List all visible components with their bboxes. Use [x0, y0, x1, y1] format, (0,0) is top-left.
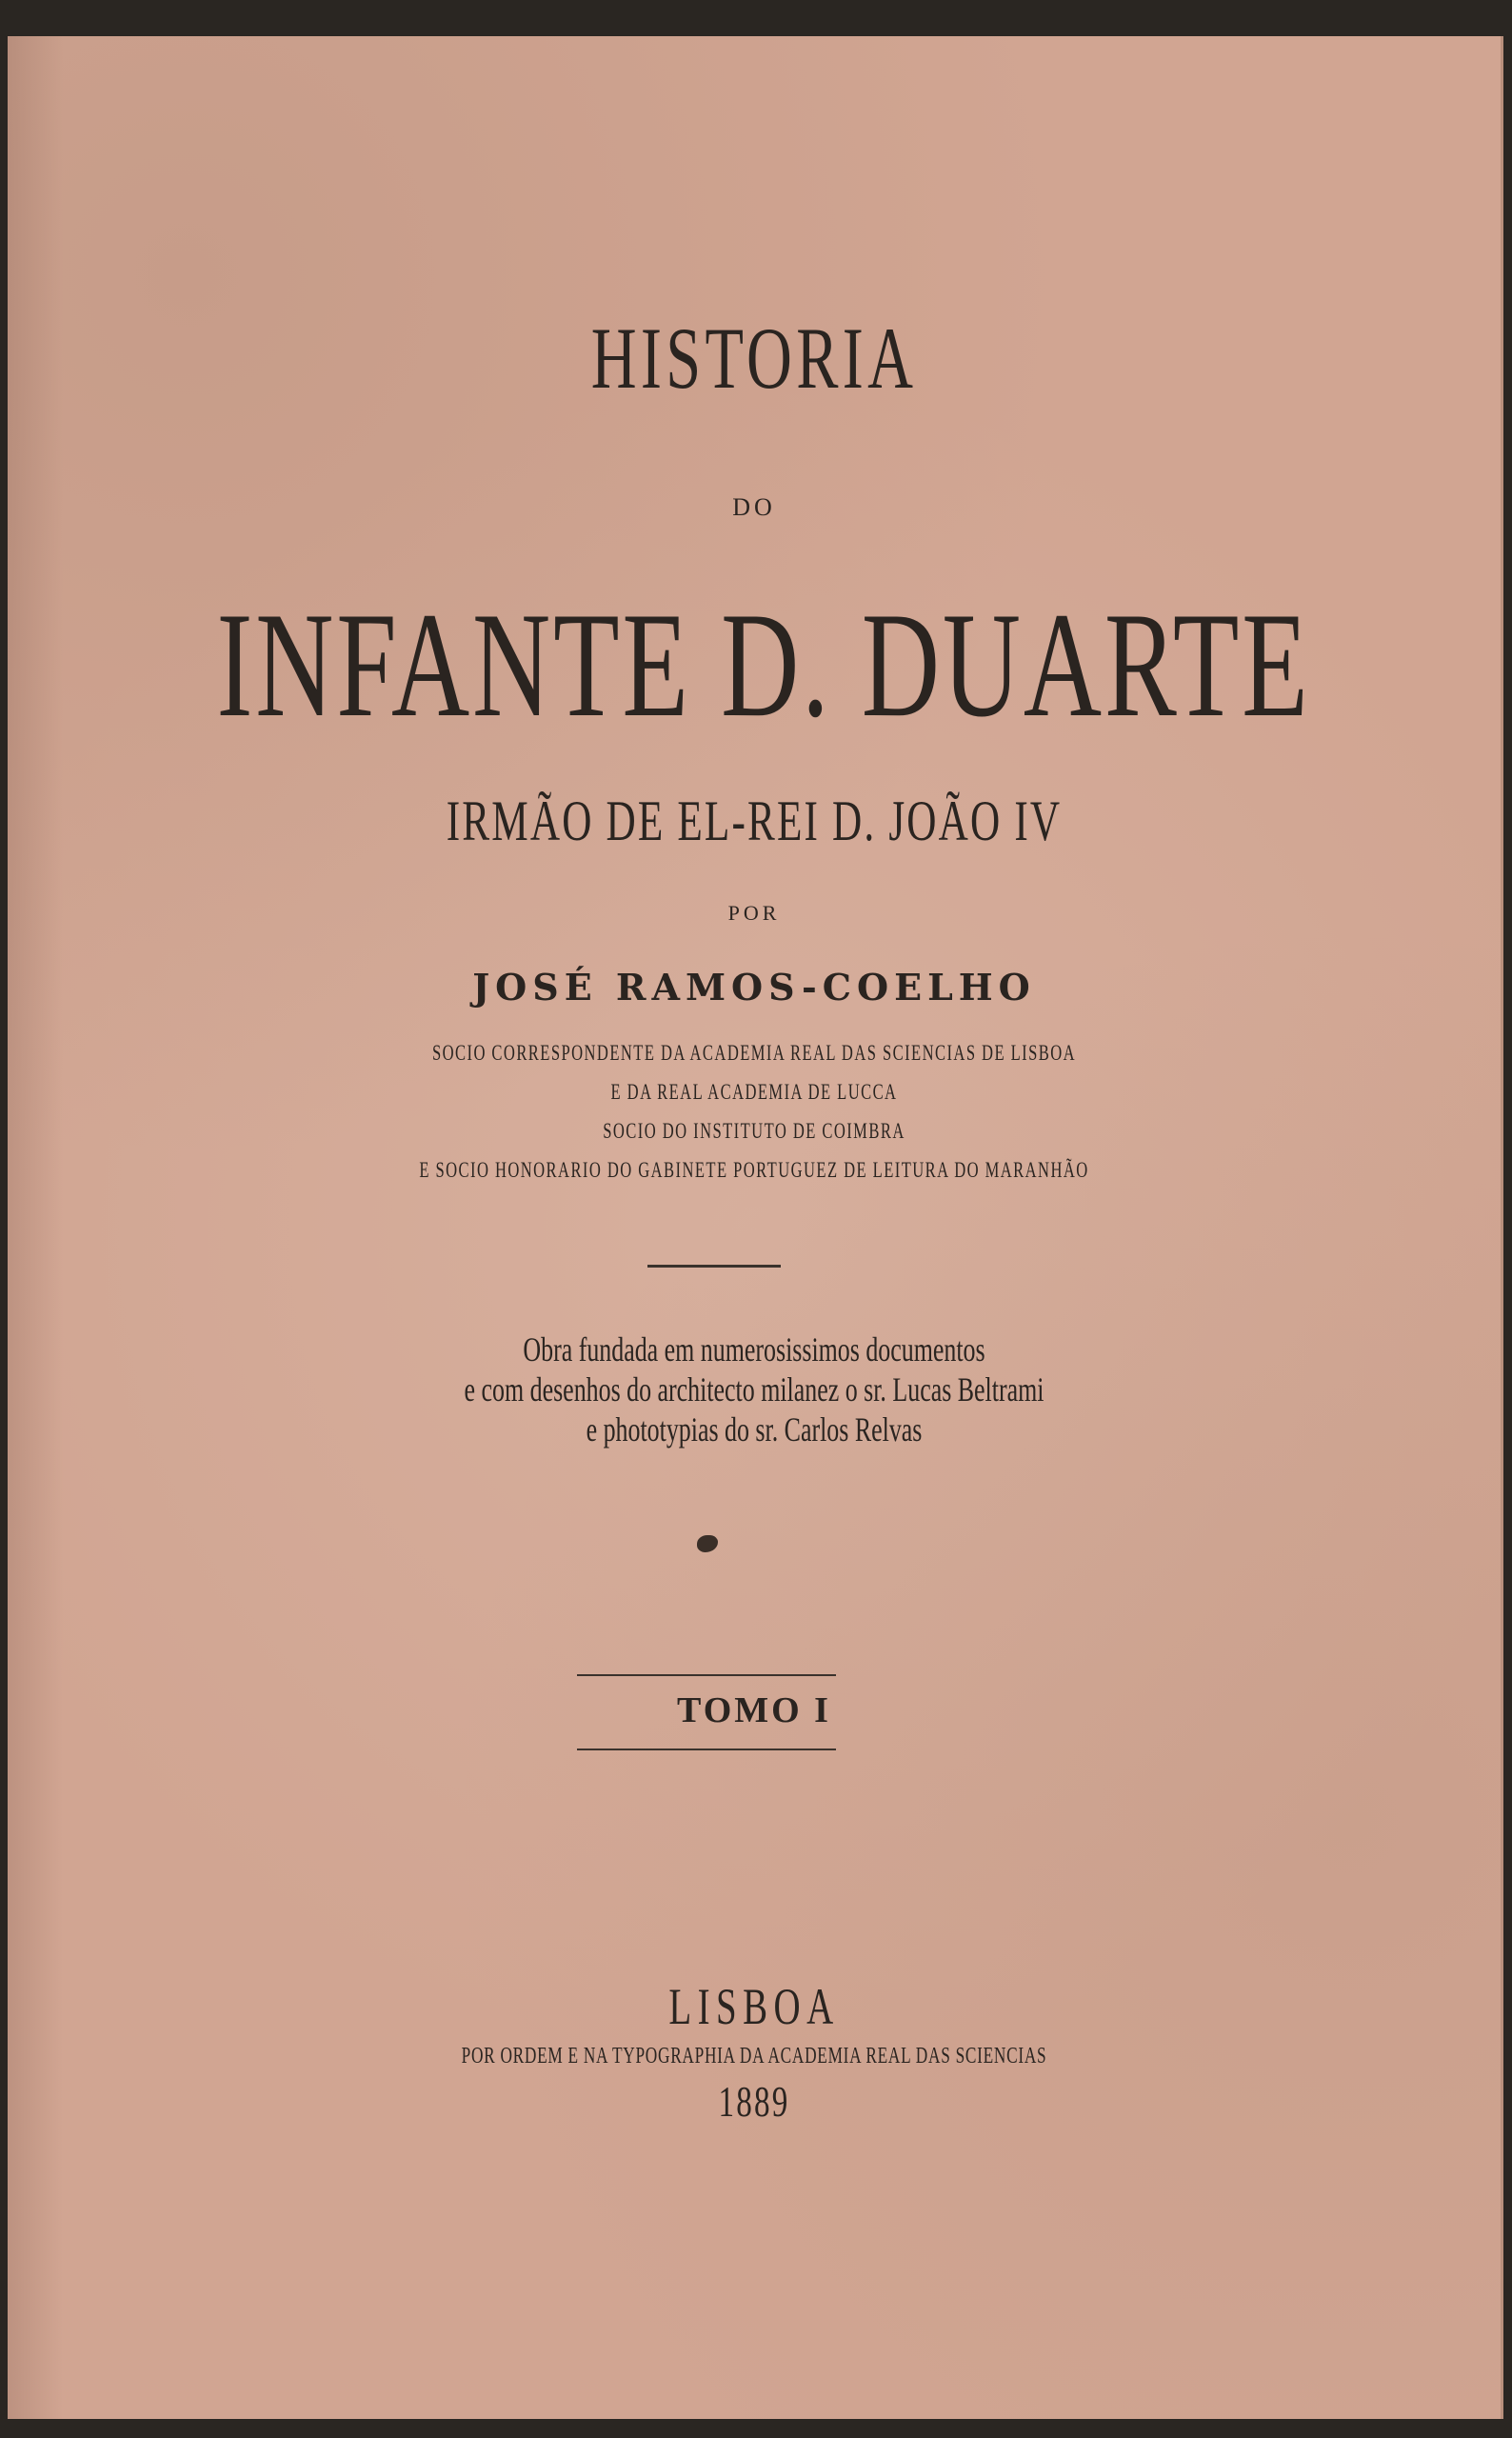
volume-label: TOMO I	[677, 1690, 831, 1730]
title-historia: HISTORIA	[590, 310, 918, 407]
description-line: Obra fundada em numerosissimos documentos	[523, 1330, 985, 1369]
credential-line: E DA REAL ACADEMIA DE LUCCA	[610, 1080, 898, 1104]
volume-rule-top	[577, 1674, 836, 1676]
divider	[647, 1265, 781, 1268]
description-line: e com desenhos do architecto milanez o sr. Lucas Beltrami	[464, 1370, 1044, 1409]
imprint-city: LISBOA	[668, 1978, 840, 2035]
credential-line: SOCIO DO INSTITUTO DE COIMBRA	[603, 1119, 905, 1143]
byline-por: POR	[727, 901, 781, 925]
credential-line: SOCIO CORRESPONDENTE DA ACADEMIA REAL DAS SCIENCIAS DE LISBOA	[431, 1041, 1077, 1065]
credential-line: E SOCIO HONORARIO DO GABINETE PORTUGUEZ DE LEITURA DO MARANHÃO	[419, 1158, 1089, 1182]
subtitle: IRMÃO DE EL-REI D. JOÃO IV	[446, 789, 1063, 852]
ornament-icon	[697, 1535, 718, 1552]
imprint-publisher: POR ORDEM E NA TYPOGRAPHIA DA ACADEMIA REAL DAS SCIENCIAS	[461, 2044, 1047, 2068]
title-page	[8, 36, 1503, 2419]
title-main: INFANTE D. DUARTE	[216, 582, 1311, 749]
description-line: e phototypias do sr. Carlos Relvas	[586, 1410, 923, 1449]
title-do: DO	[732, 493, 776, 521]
author-name: JOSÉ RAMOS-COELHO	[472, 966, 1036, 1009]
imprint-year: 1889	[718, 2077, 790, 2126]
volume-rule-bottom	[577, 1749, 836, 1750]
